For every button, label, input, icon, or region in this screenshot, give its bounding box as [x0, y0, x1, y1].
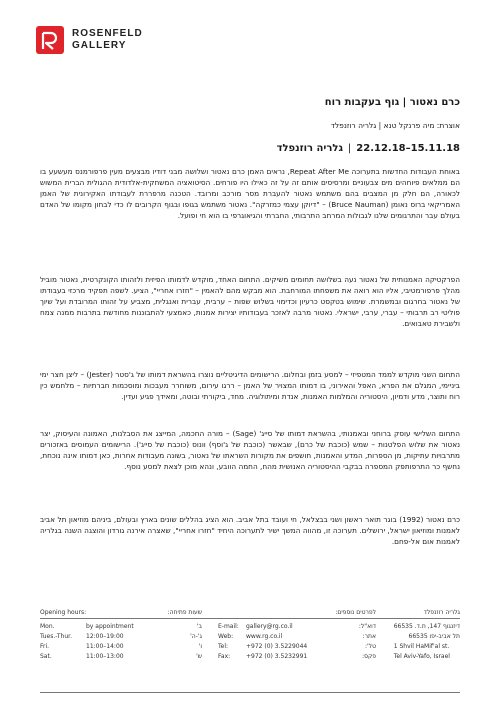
hours-day: Fri. [40, 643, 50, 650]
contact-he-heading: לפרטים נוספים: [335, 609, 376, 616]
hours-day: Sat. [40, 653, 52, 660]
contact-he-label: טל': [365, 643, 376, 650]
contact-he-label: פקס: [362, 653, 376, 660]
paragraph-intro: באוחת העבודות החדשות בתערוכה Repeat After Me, נראים האמן כרם נאטור ושלושה מבני דודיו מבצעים מעין פרפורמנס מעשעע בו הם ממלאים פיוחהים מים צבעוניים ומרסיסים אותם זה על זה כאילו היו פורחים. הסיטואציה המשחקית-אלדודית ההגולית הברית המשוש לכאורה, הם חלק מן המצבים בהם משתמש נאטור להעברת מסר מורכב ומרובד. הטכנה מרפררת לעבודתו האקירונית של האמן האמריקאי ברוס נאומן (Bruce Nauman) – "דיוקן עצמי כמזרקה". נאטור משתמש בגופו ובגוף הקרובים לו כדי לבחון מקומו של האדם בעולם עבר והתרגומים שלנו לגבולות המרחב התרבותי, החברתי והגיאוגרפי בו הוא חי ופועל. [40, 167, 460, 220]
paragraph-second-field: התחום השני מוקדש לממד המטפיזי – למסע בזמן ובחלום. הרישומים הדיגיטליים נוצרו בהשראת דמותו של ג'סטר (Jester) – ליצן חצר ימי ביניימי, המגלם את הפרא, האפל והאירוני, בו דמותו המצויר של האמן – ררגו עירום, משוחרר מעבכות ומוסכמות חברתיות – מלחמש כין רוח ותוצר, מדע ודמיון, היסטוריה והמלמות האמנות, אנדת ומיתולוגיה. מחד, ביקורתי ובוטה, ומאידך פגיע ועדין. [40, 370, 460, 401]
hours-time: by appointment [86, 623, 134, 630]
paragraph-practice: הפרקטיקה האמנותית של נאטור נעה בשלושה תחומים משיקים. התחום האחד, מוקדש לדמותו הפיזית ולזהותו הקונקרטית, נאטור מוביל מהלך פרפורמטיבי, אליו הוא רואה את משפחתו המורחבת. הוא מבקש מהם להאמין – "חזרו אחריי", הציע. לשפה תפקיד מרכזי בעבודתו של נאטור בחרגום ובמשמרת. שימוש בטקסט כרעיון וכדימוי בשלוש שפות – ערבית, עברית ואנגלית, מצביע על זהותו המרובדת ועל שיוך פוליטי רב תרבותי – עברי, ערבי, ישראלי. נאטור מרבה לאזכר בעבודותיו יצירות אמנות, כאמצעי להתבוננות מחודשת בתרבות ממנה צמח ולשבירת טאבואים. [40, 275, 460, 328]
footer-hours-he [162, 608, 202, 660]
venue-label: גלריה רוזנפלד [276, 143, 343, 154]
footer-rule-top [40, 618, 460, 619]
contact-label: Web: [218, 633, 234, 640]
hours-he-day: ש' [196, 653, 202, 660]
footer-contact-he [328, 608, 376, 660]
exhibition-dates [40, 143, 460, 154]
footer-gallery-address [380, 608, 460, 660]
date-separator: | [347, 143, 352, 154]
footer-rule-bottom [40, 692, 460, 693]
logo-line-2: GALLERY [72, 40, 127, 51]
hours-he-day: ג'-ה' [190, 633, 202, 640]
rg-logo-icon [36, 26, 64, 54]
contact-label: E-mail: [218, 623, 239, 630]
hours-time: 12:00–19:00 [86, 633, 124, 640]
footer-hours-en [40, 608, 160, 660]
fax-value: +972 (0) 3.5232991 [246, 653, 308, 660]
paragraph-bio: כרם נאטור (1992) בוגר תואר ראשון ושני בבצלאל, חי ועובד בתל אביב. הוא הציג בהללים שונים בארץ ובעולם, ביניהם מוזיאון תל אביב לאמנות ומוזיאון ישראל, ירושלים. תערוכה זו, מהווה המשך ישיר לתערוכה היחיד "חזרו אחריי", שאצרה אירנה גורדון והוצגה השנה בגלריה לאמנות אום אל-פחם. [40, 515, 460, 546]
hours-day: Tues.-Thur. [40, 633, 72, 640]
contact-he-label: דוא"ל: [358, 623, 376, 630]
address-line: דיזנגוף 147, ת.ד. 66535 [393, 623, 460, 630]
contact-label: Tel: [218, 643, 229, 650]
hours-en-heading: Opening hours: [40, 609, 87, 616]
hours-time: 11:00–13:00 [86, 653, 124, 660]
hours-he-day: ו' [198, 643, 202, 650]
hours-he-heading: שעות פתיחה: [167, 609, 202, 616]
address-line: Tel Aviv-Yafo, Israel [393, 653, 450, 660]
website-link[interactable]: www.rg.co.il [246, 633, 283, 640]
contact-he-label: אתר: [362, 633, 376, 640]
gallery-logo [36, 26, 143, 54]
address-line: 1 Shvil HaMif'al st. [393, 643, 450, 650]
page-title: כרם נאטור | גוף בעקבות רוח [324, 97, 460, 108]
date-range: 15.11.18–22.12.18 [356, 143, 460, 154]
hours-time: 11:00–14:00 [86, 643, 124, 650]
logo-line-1: ROSENFELD [72, 28, 143, 39]
contact-label: Fax: [218, 653, 231, 660]
footer-contact-en [218, 608, 328, 660]
hours-day: Mon. [40, 623, 55, 630]
address-line: תל אביב-יפו 66535 [408, 633, 460, 640]
gallery-heading: גלריה רוזנפלד [423, 609, 460, 616]
curator-line: אוצרת: מיה פרנקל טנא | גלריה רוזנפלד [330, 121, 460, 130]
paragraph-third-field: התחום השלישי עוסק ברוחני ובאמנותי, בהשראת דמותו של סייג' (Sage) – מורה החכמה, המייצג את הסבלנות, האמונה והעיסוק, יצר נאטור את שלוש הפלטנות – שמש (כוכבת של כרם), שבאשר (כוכבת של ג'וסף) וונוס (כוכבת של סייג'). הרישומים העמוסים באזכורים מתרבויות עתיקות, מן הספרות, המדע והאמנות, חושפים את מקורות השראתו של נאטור, בשונה מעבודות אחרות, כאן דמותו אינה נוכחת, נחשף כר התרפותפק המספרה בבקבי ההיסטוריה האנושית מהח, החמה הוובע, ונהא מוכן לצאת למסע נוסף. [40, 429, 460, 471]
email-link[interactable]: gallery@rg.co.il [246, 623, 293, 630]
hours-he-day: ב' [196, 623, 202, 630]
phone-value: +972 (0) 3.5229044 [246, 643, 308, 650]
